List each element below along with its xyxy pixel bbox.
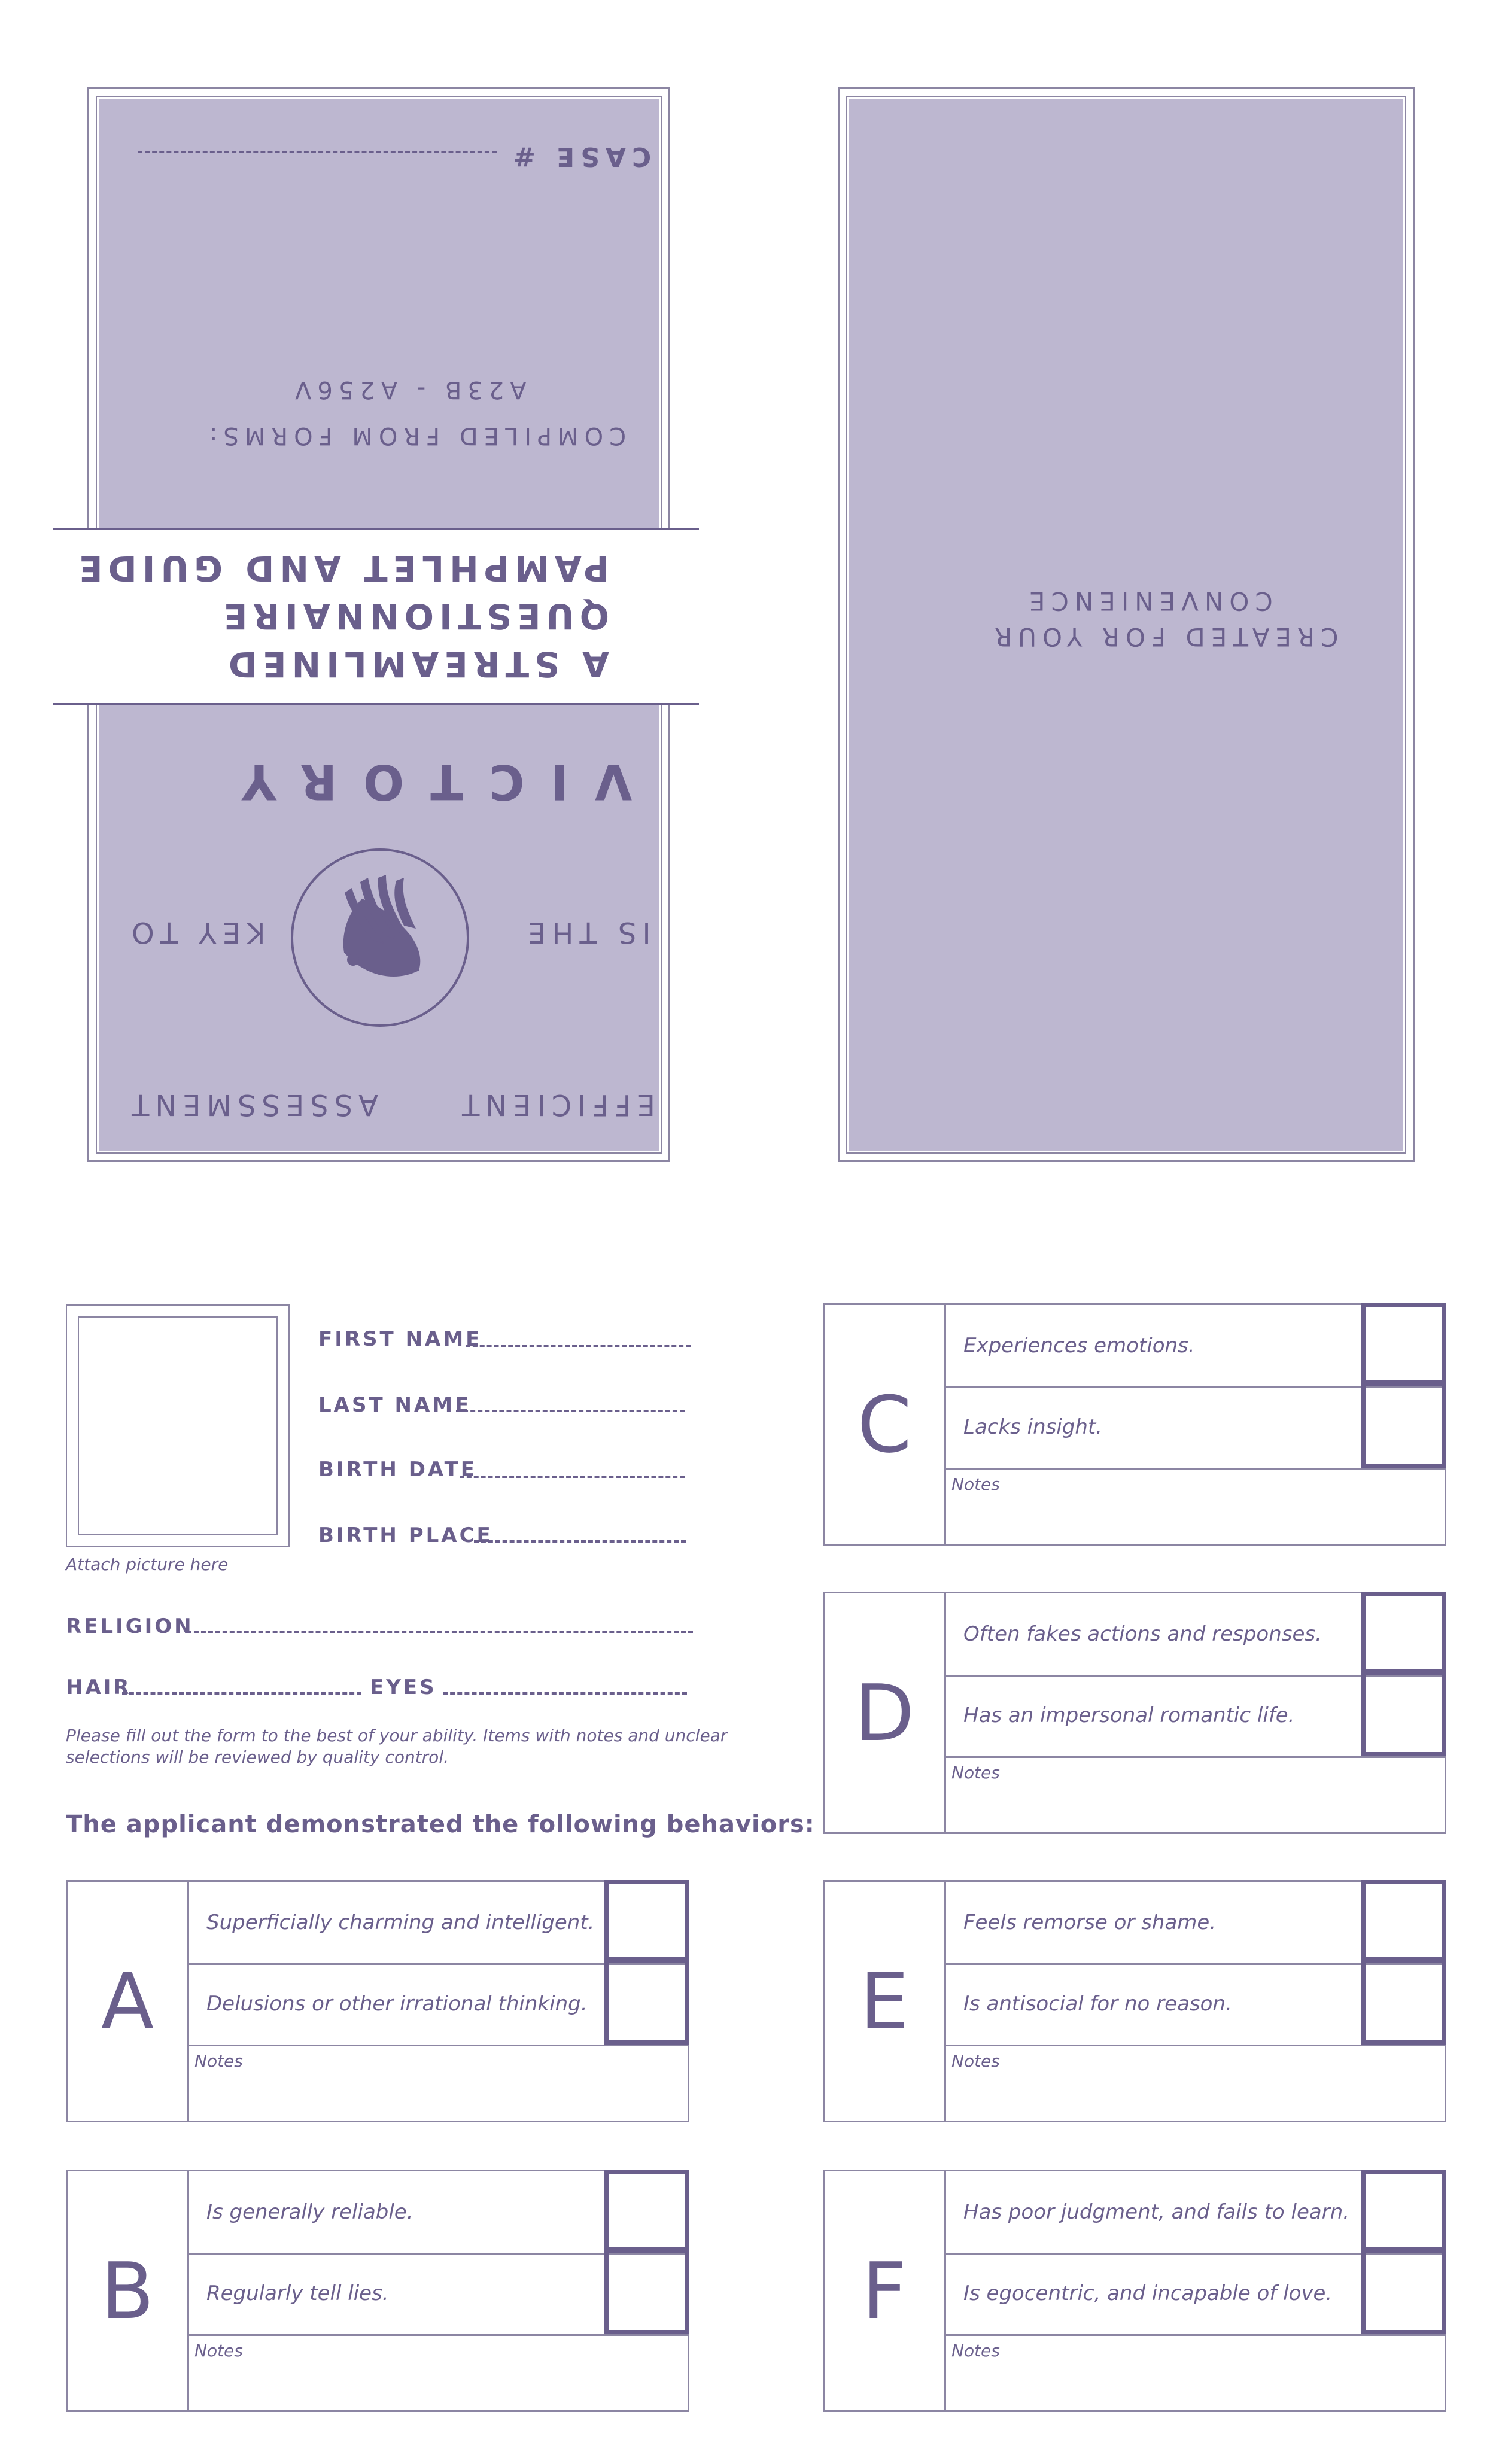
behavior-item: Experiences emotions.	[963, 1334, 1195, 1358]
behavior-checkbox[interactable]	[604, 2170, 689, 2251]
behavior-row	[944, 1305, 1445, 1388]
behavior-checkbox[interactable]	[1361, 1592, 1446, 1673]
hair-field[interactable]	[122, 1692, 361, 1695]
behavior-checkbox[interactable]	[1361, 1880, 1446, 1961]
behavior-checkbox[interactable]	[1361, 1671, 1446, 1756]
eyes-label: EYES	[370, 1675, 437, 1699]
behavior-letter-col	[825, 1882, 946, 2121]
behavior-item: Has an impersonal romantic life.	[963, 1703, 1295, 1727]
behavior-checkbox[interactable]	[604, 1880, 689, 1961]
behavior-item: Lacks insight.	[963, 1415, 1103, 1439]
behavior-item: Regularly tell lies.	[206, 2282, 389, 2305]
behavior-letter-col	[825, 1593, 946, 1832]
behaviors-heading: The applicant demonstrated the following behaviors:	[66, 1811, 815, 1838]
birth-place-field[interactable]	[474, 1540, 686, 1543]
back-cover-line-2: CONVENIENCE	[1023, 586, 1273, 616]
victory-title: VICTORY	[215, 754, 633, 810]
eyes-field[interactable]	[443, 1692, 687, 1695]
notes-field[interactable]: Notes	[194, 2051, 243, 2071]
behavior-item: Is egocentric, and incapable of love.	[963, 2282, 1333, 2305]
behavior-letter: A	[101, 1955, 154, 2047]
first-name-label: FIRST NAME	[318, 1327, 482, 1351]
form-range: A23B - A256V	[289, 376, 527, 403]
notes-field[interactable]: Notes	[194, 2341, 243, 2360]
title-line-1: A STREAMLINED	[223, 644, 609, 685]
behavior-row	[944, 1963, 1445, 2046]
behavior-letter: E	[859, 1955, 910, 2047]
behavior-item: Delusions or other irrational thinking.	[206, 1992, 588, 2016]
behavior-row	[944, 1386, 1445, 1470]
behavior-row	[944, 2253, 1445, 2336]
behavior-checkbox[interactable]	[604, 1959, 689, 2045]
wing-icon	[293, 851, 467, 1024]
behavior-checkbox[interactable]	[604, 2249, 689, 2334]
behavior-item: Is antisocial for no reason.	[963, 1992, 1232, 2016]
behavior-item: Feels remorse or shame.	[963, 1911, 1217, 1934]
compiled-from-label: COMPILED FROM FORMS:	[203, 422, 627, 449]
key-to-label: KEY TO	[126, 915, 266, 949]
behavior-checkbox[interactable]	[1361, 1959, 1446, 2045]
behavior-checkbox[interactable]	[1361, 2170, 1446, 2251]
birth-place-label: BIRTH PLACE	[318, 1523, 493, 1547]
birth-date-label: BIRTH DATE	[318, 1458, 478, 1482]
case-label: CASE #	[507, 141, 652, 172]
notes-field[interactable]: Notes	[951, 2051, 1000, 2071]
behavior-item: Superficially charming and intelligent.	[206, 1911, 595, 1934]
case-number-line	[138, 151, 497, 153]
notes-field[interactable]: Notes	[951, 2341, 1000, 2360]
behavior-row	[187, 2253, 688, 2336]
behavior-box-b	[66, 2170, 689, 2412]
last-name-field[interactable]	[456, 1410, 685, 1412]
behavior-row	[187, 1882, 688, 1965]
behavior-box-e	[823, 1880, 1446, 2122]
behavior-letter: C	[857, 1379, 912, 1470]
behavior-item: Is generally reliable.	[206, 2200, 413, 2224]
behavior-letter-col	[68, 2171, 189, 2410]
photo-frame[interactable]	[66, 1304, 290, 1547]
behavior-letter-col	[825, 1305, 946, 1544]
behavior-box-a	[66, 1880, 689, 2122]
behavior-box-c	[823, 1303, 1446, 1546]
behavior-item: Often fakes actions and responses.	[963, 1622, 1322, 1646]
notes-field[interactable]: Notes	[951, 1474, 1000, 1494]
instructions-line-2: selections will be reviewed by quality control.	[66, 1747, 449, 1767]
title-line-3: PAMPHLET AND GUIDE	[74, 548, 609, 589]
behavior-checkbox[interactable]	[1361, 1303, 1446, 1385]
notes-field[interactable]: Notes	[951, 1763, 1000, 1782]
last-name-label: LAST NAME	[318, 1393, 472, 1417]
religion-label: RELIGION	[66, 1614, 194, 1638]
birth-date-field[interactable]	[460, 1476, 685, 1478]
behavior-item: Has poor judgment, and fails to learn.	[963, 2200, 1350, 2224]
behavior-row	[944, 1593, 1445, 1677]
behavior-row	[187, 2171, 688, 2255]
behavior-letter: F	[862, 2245, 907, 2337]
instructions-line-1: Please fill out the form to the best of your ability. Items with notes and unclear	[66, 1726, 728, 1745]
behavior-letter-col	[68, 1882, 189, 2121]
behavior-letter: D	[854, 1667, 915, 1759]
behavior-row	[944, 2171, 1445, 2255]
back-cover-line-1: CREATED FOR YOUR	[989, 622, 1339, 652]
first-name-field[interactable]	[466, 1345, 691, 1347]
title-line-2: QUESTIONNAIRE	[218, 596, 609, 637]
behavior-box-f	[823, 2170, 1446, 2412]
title-band	[53, 528, 699, 705]
behavior-box-d	[823, 1592, 1446, 1834]
behavior-checkbox[interactable]	[1361, 2249, 1446, 2334]
assessment-label: ASSESSMENT	[126, 1088, 379, 1121]
photo-caption: Attach picture here	[66, 1555, 229, 1574]
efficient-label: EFFICIENT	[456, 1088, 655, 1121]
behavior-letter: B	[101, 2245, 154, 2337]
is-the-label: IS THE	[522, 915, 651, 949]
behavior-checkbox[interactable]	[1361, 1382, 1446, 1468]
photo-area	[78, 1316, 278, 1535]
behavior-row	[187, 1963, 688, 2046]
behavior-row	[944, 1882, 1445, 1965]
behavior-row	[944, 1675, 1445, 1758]
religion-field[interactable]	[187, 1631, 693, 1633]
emblem	[291, 848, 469, 1027]
hair-label: HAIR	[66, 1675, 132, 1699]
behavior-letter-col	[825, 2171, 946, 2410]
